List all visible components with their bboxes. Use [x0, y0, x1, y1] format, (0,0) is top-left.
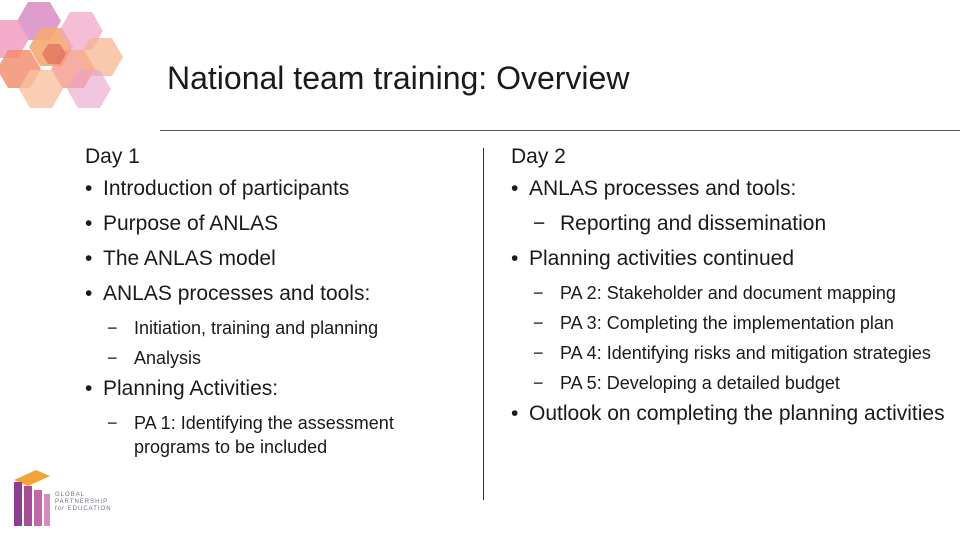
list-item: • Purpose of ANLAS — [85, 211, 465, 237]
sub-list-item: − PA 1: Identifying the assessment programs to be included — [85, 411, 465, 459]
day1-heading: Day 1 — [85, 145, 140, 168]
sub-list-item: − PA 2: Stakeholder and document mapping — [511, 281, 951, 305]
sub-list-item: − Analysis — [85, 346, 465, 370]
list-item: • Planning Activities: — [85, 376, 465, 402]
sub-list-item: − Initiation, training and planning — [85, 316, 465, 340]
column-divider — [483, 148, 484, 500]
day2-heading: Day 2 — [511, 145, 566, 168]
list-item: • ANLAS processes and tools: — [511, 176, 951, 202]
gpe-logo-text: GLOBAL PARTNERSHIP for EDUCATION — [55, 492, 112, 512]
list-item: • Outlook on completing the planning activities — [511, 401, 951, 427]
list-item: • Planning activities continued — [511, 246, 951, 272]
list-item: • Introduction of participants — [85, 176, 465, 202]
day2-column — [511, 143, 951, 436]
sub-list-item: − PA 5: Developing a detailed budget — [511, 371, 951, 395]
sub-list-item: − PA 4: Identifying risks and mitigation strategies — [511, 341, 951, 365]
slide-title: National team training: Overview — [167, 60, 630, 96]
title-underline — [160, 130, 960, 131]
sub-list-item: − PA 3: Completing the implementation plan — [511, 311, 951, 335]
sub-list-item: − Reporting and dissemination — [511, 211, 951, 237]
list-item: • ANLAS processes and tools: — [85, 281, 465, 307]
list-item: • The ANLAS model — [85, 246, 465, 272]
hexagon-pattern-icon — [0, 0, 130, 110]
day1-column — [85, 143, 465, 465]
